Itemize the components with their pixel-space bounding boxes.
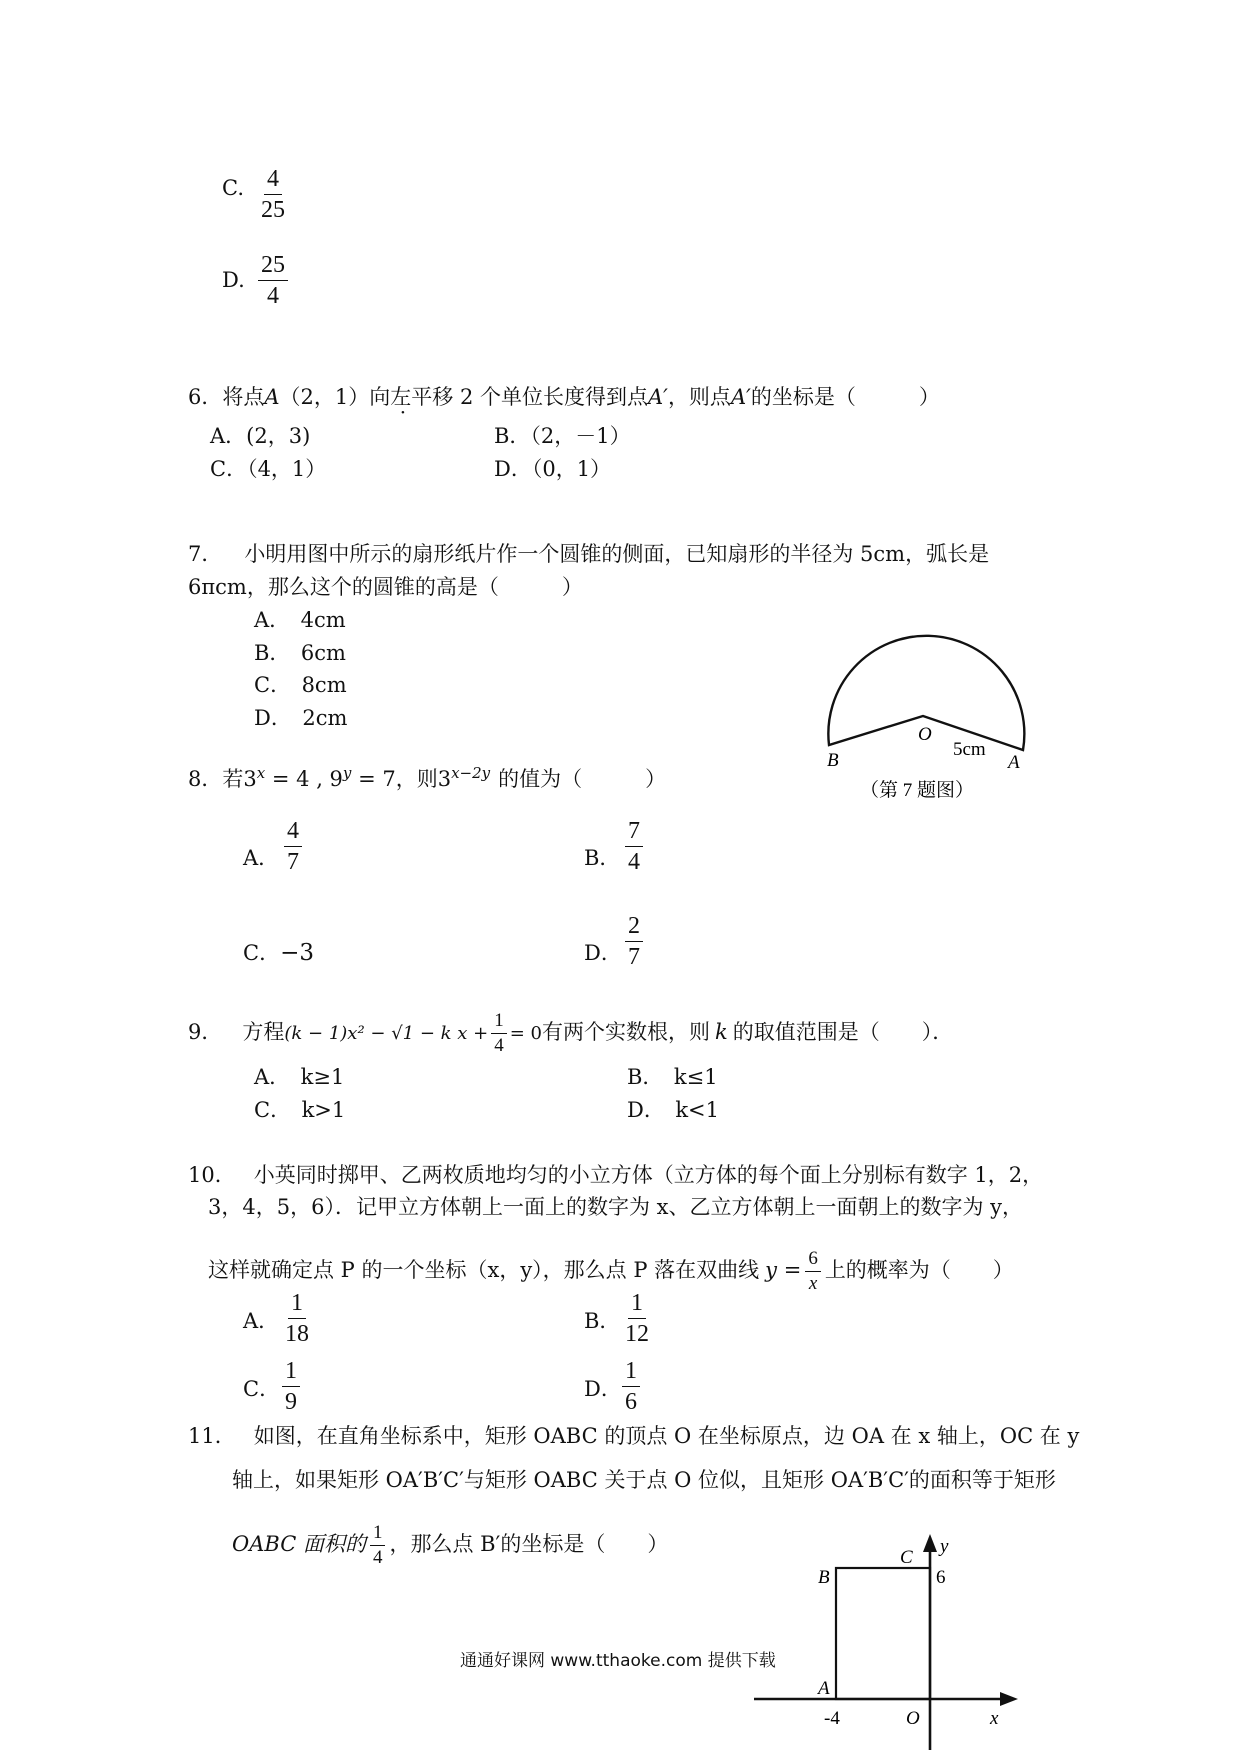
point-b-label: B: [818, 1567, 830, 1588]
q9-option-d: D． k<1: [627, 1098, 720, 1122]
denominator: 4: [494, 1035, 504, 1056]
y-axis-label: y: [940, 1536, 949, 1557]
stem-text: 方程: [242, 1020, 285, 1044]
option-label: D.: [222, 268, 245, 292]
variable: k: [715, 1020, 728, 1044]
stem-text: 上的概率为（ ）: [824, 1258, 1014, 1282]
q5-option-d: [222, 267, 245, 293]
q6-option-b: B．（2，－1）: [494, 424, 631, 448]
point-label: A′: [648, 385, 668, 409]
stem-text: 这样就确定点 P 的一个坐标（x，y），那么点 P 落在双曲线: [208, 1258, 760, 1282]
stem-text: 向: [369, 385, 391, 409]
area-fraction: [370, 1523, 386, 1568]
denominator: 25: [261, 197, 285, 223]
point-b-label: B: [827, 750, 839, 771]
q7-stem-line1: [188, 541, 989, 567]
radius-label: 5cm: [953, 739, 986, 760]
rectangle-oabc: [836, 1568, 930, 1699]
q7-option-d: D． 2cm: [254, 706, 348, 730]
equation-fraction: [491, 1011, 507, 1056]
q8-option-b-label: B．: [584, 846, 621, 870]
stem-text: 小英同时掷甲、乙两枚质地均匀的小立方体（立方体的每个面上分别标有数字 1，2，: [253, 1163, 1044, 1187]
denominator: 4: [267, 283, 279, 309]
numerator: 1: [282, 1358, 300, 1387]
coordinate: （2，1）: [279, 385, 370, 409]
q11-coordinate-figure: [750, 1528, 1040, 1750]
stem-text: 平移 2 个单位长度得到点: [411, 385, 648, 409]
stem-text: 如图，在直角坐标系中，矩形 OABC 的顶点 O 在坐标原点，边 OA 在 x 轴上，OC 在 y: [253, 1424, 1080, 1448]
page-footer: 通通好课网 www.tthaoke.com 提供下载: [460, 1651, 776, 1671]
numerator: 1: [491, 1011, 507, 1034]
q7-option-b: B． 6cm: [254, 641, 346, 665]
q6-option-a: A．(2，3): [210, 424, 311, 448]
stem-text: 小明用图中所示的扇形纸片作一个圆锥的侧面，已知扇形的半径为 5cm，弧长是: [244, 542, 990, 566]
point-label: A′: [730, 385, 751, 409]
expression: [243, 764, 396, 791]
q6-stem: [188, 384, 940, 410]
q8-option-c: [243, 940, 314, 966]
q10-option-c-label: C．: [243, 1377, 281, 1401]
equation: = 0: [509, 1023, 542, 1044]
stem-text: 有两个实数根，则: [542, 1020, 710, 1044]
q11-stem-line1: [188, 1423, 1079, 1449]
point-label: A: [264, 385, 280, 409]
question-number: 11．: [188, 1424, 236, 1448]
q10-option-b-fraction: [622, 1290, 652, 1347]
q8-option-d-fraction: [625, 913, 643, 970]
q10-option-c-fraction: [282, 1358, 300, 1415]
origin-label: O: [906, 1708, 920, 1729]
q8-option-b-fraction: [625, 818, 643, 875]
q9-option-a: A． k≥1: [254, 1065, 345, 1089]
expression-text: = 7: [351, 767, 396, 791]
q11-stem-line2: 轴上，如果矩形 OA′B′C′与矩形 OABC 关于点 O 位似，且矩形 OA′B′C′的面积等于矩形: [232, 1468, 1056, 1492]
base: 3: [243, 767, 257, 791]
denominator: 4: [372, 1547, 383, 1568]
emphasis-text: 左: [390, 385, 412, 409]
numerator: 1: [370, 1523, 386, 1546]
option-label: C．: [243, 941, 281, 965]
base: 3: [437, 767, 452, 791]
denominator: 9: [285, 1389, 297, 1415]
q5-option-d-fraction: [258, 252, 288, 309]
q7-option-a: A． 4cm: [254, 608, 346, 632]
numerator: 1: [288, 1290, 306, 1319]
q10-option-a-label: A．: [243, 1309, 280, 1333]
figure-caption: （第 7 题图）: [860, 780, 975, 801]
x-axis-label: x: [990, 1708, 999, 1729]
q7-sector-figure: [810, 610, 1040, 810]
q10-stem-line1: [188, 1162, 1043, 1188]
stem-text: 的值为（ ）: [498, 767, 667, 791]
q10-option-b-label: B．: [584, 1309, 621, 1333]
q8-stem: [188, 760, 666, 792]
denominator: 6: [625, 1389, 637, 1415]
numerator: 1: [628, 1290, 646, 1319]
curve-fraction: [805, 1249, 821, 1294]
q9-option-b: B． k≤1: [627, 1065, 718, 1089]
q8-option-a-label: A．: [243, 846, 280, 870]
stem-text: ，则: [395, 767, 438, 791]
stem-text: ，那么点 B′的坐标是（ ）: [389, 1532, 669, 1556]
numerator: 2: [625, 913, 643, 942]
stem-text: 的取值范围是（ ）．: [732, 1020, 954, 1044]
tick-label-minus-4: -4: [824, 1708, 840, 1729]
equation: (k − 1)x² − √1 − k x +: [284, 1023, 489, 1044]
point-a-label: A: [1008, 752, 1020, 773]
q5-option-c: [222, 175, 244, 201]
q10-option-d-fraction: [622, 1358, 640, 1415]
option-value: −3: [280, 940, 314, 966]
numerator: 1: [622, 1358, 640, 1387]
y-axis-arrow-icon: [923, 1534, 937, 1552]
q10-stem-line2: 3，4，5，6）．记甲立方体朝上一面上的数字为 x、乙立方体朝上一面朝上的数字为 y，: [208, 1195, 1023, 1219]
numerator: 4: [284, 818, 302, 847]
numerator: 4: [264, 166, 282, 195]
question-number: 10．: [188, 1163, 236, 1187]
point-a-label: A: [818, 1678, 830, 1699]
q7-stem-line2: 6πcm，那么这个的圆锥的高是（ ）: [188, 575, 583, 599]
q9-option-c: C． k>1: [254, 1098, 346, 1122]
denominator: 12: [625, 1321, 649, 1347]
q10-option-d-label: D．: [584, 1377, 622, 1401]
numerator: 7: [625, 818, 643, 847]
q11-stem-line3: [232, 1523, 668, 1568]
option-label: C.: [222, 176, 244, 200]
stem-text: ，则点: [667, 385, 731, 409]
exponent: y: [342, 764, 352, 782]
point-c-label: C: [900, 1547, 913, 1568]
q8-option-d-label: D．: [584, 941, 622, 965]
numerator: 6: [805, 1249, 821, 1272]
q10-stem-line3: [208, 1249, 1014, 1294]
q8-option-a-fraction: [284, 818, 302, 875]
question-number: 6．: [188, 385, 223, 409]
center-label: O: [918, 724, 932, 745]
curve-equation: y =: [765, 1258, 802, 1282]
numerator: 25: [258, 252, 288, 281]
stem-text: 的坐标是（ ）: [750, 385, 940, 409]
tick-label-6: 6: [936, 1567, 946, 1588]
question-number: 7．: [188, 542, 223, 566]
q7-option-c: C． 8cm: [254, 673, 347, 697]
denominator: 4: [628, 849, 640, 875]
question-number: 8．若: [188, 767, 244, 791]
q6-option-d: D．（0，1）: [494, 457, 612, 481]
denominator: 7: [287, 849, 299, 875]
denominator: 18: [285, 1321, 309, 1347]
expression-text: = 4 , 9: [265, 767, 343, 791]
x-axis-arrow-icon: [1000, 1692, 1018, 1706]
denominator: x: [808, 1273, 818, 1294]
exponent: x−2y: [451, 764, 491, 782]
q5-option-c-fraction: [258, 166, 288, 223]
stem-text: 将点: [222, 385, 265, 409]
stem-text: OABC 面积的: [232, 1532, 366, 1556]
exponent: x: [256, 764, 266, 782]
q9-stem: [188, 1011, 953, 1056]
question-number: 9．: [188, 1020, 223, 1044]
q10-option-a-fraction: [282, 1290, 312, 1347]
denominator: 7: [628, 944, 640, 970]
q6-option-c: C．（4，1）: [210, 457, 327, 481]
